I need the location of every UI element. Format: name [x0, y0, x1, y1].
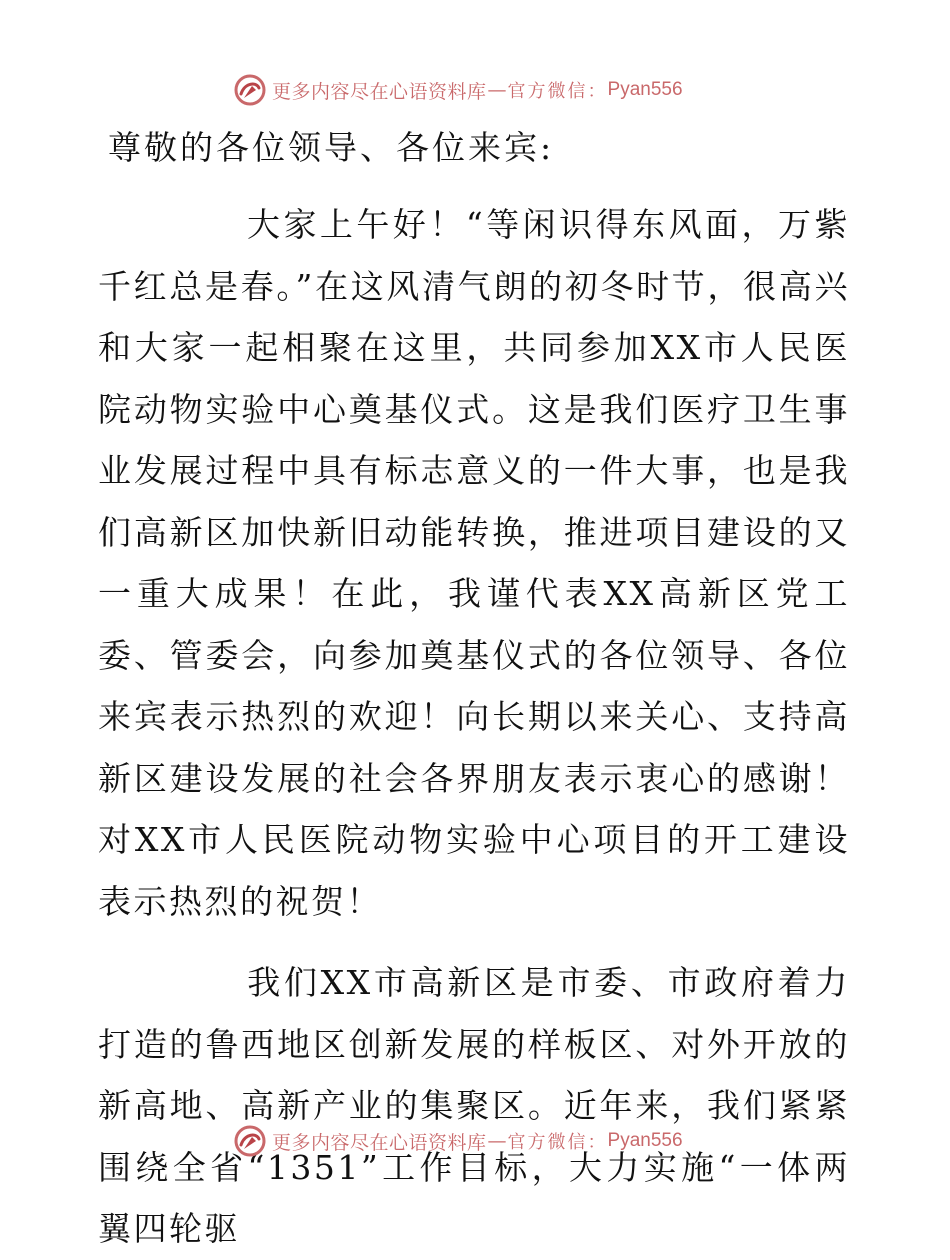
- paragraph-1-text: 大家上午好！“等闲识得东风面，万紫千红总是春。”在这风清气朗的初冬时节，很高兴和大家一起相聚在这里，共同参加XX市人民医院动物实验中心奠基仪式。这是我们医疗卫生事业发展过程中具有标志意义的一件大事，也是我们高新区加快新旧动能转换，推进项目建设的又一重大成果！在此，我谨代表XX高新区党工委、管委会，向参加奠基仪式的各位领导、各位来宾表示热烈的欢迎！向长期以来关心、支持高新区建设发展的社会各界朋友表示衷心的感谢！对XX市人民医院动物实验中心项目的开工建设表示热烈的祝贺！: [98, 205, 850, 921]
- swirl-logo-icon: [232, 72, 268, 108]
- watermark-dash: —: [487, 1130, 507, 1152]
- swirl-logo-icon: [232, 1123, 268, 1159]
- salutation: 尊敬的各位领导、各位来宾:: [108, 128, 555, 167]
- watermark-brand: 更多内容尽在心语资料库: [272, 80, 487, 103]
- header-watermark: [232, 70, 683, 110]
- watermark-dash: —: [487, 79, 507, 101]
- watermark-brand: 更多内容尽在心语资料库: [272, 1131, 487, 1154]
- watermark-label: 官方微信：: [507, 1132, 608, 1153]
- paragraph-1: [98, 194, 850, 932]
- paragraph-2-text: 我们XX市高新区是市委、市政府着力打造的鲁西地区创新发展的样板区、对外开放的新高地、高新产业的集聚区。近年来，我们紧紧围绕全省“1351”工作目标，大力实施“一体两翼四轮驱: [98, 963, 850, 1248]
- watermark-label: 官方微信：: [507, 81, 608, 102]
- watermark-wechat-id: Pyan556: [607, 1130, 683, 1151]
- watermark-wechat-id: Pyan556: [607, 79, 683, 100]
- footer-watermark: [232, 1121, 683, 1161]
- paragraph-2: [98, 952, 850, 1260]
- document-body: [98, 122, 850, 1260]
